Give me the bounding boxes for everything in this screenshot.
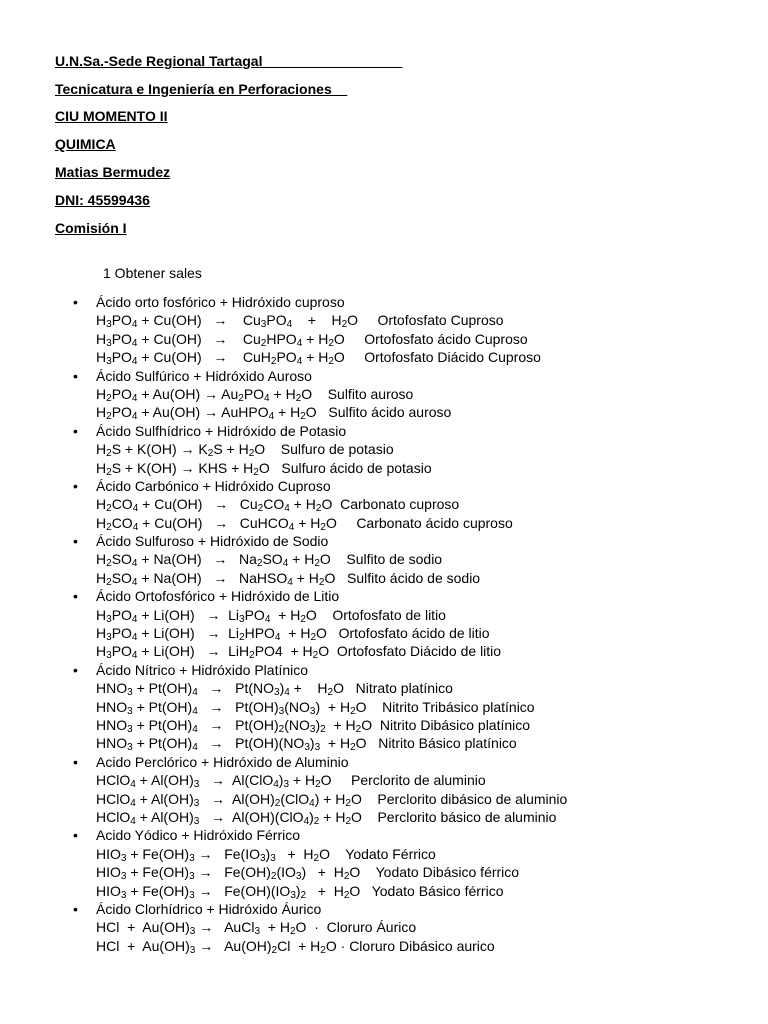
- equation-line: $H_2PO_4 + Au(OH)$ → AuHPO$_4$ + $H_2O$ Sulfito ácido auroso: [96, 404, 452, 423]
- bullet-icon: •: [73, 422, 78, 439]
- reaction-group-title: [0, 422, 768, 440]
- reaction-group-title: [0, 293, 768, 311]
- reaction-group: [0, 587, 768, 661]
- bullet-icon: •: [73, 294, 78, 310]
- reaction-group-title: [0, 753, 768, 771]
- bullet-icon: •: [73, 900, 78, 917]
- subject-heading: QUIMICA: [55, 136, 116, 152]
- reaction-group-title: [0, 367, 768, 385]
- reaction-group-title-text: Ácido Nítrico + Hidróxido Platínico: [96, 661, 309, 678]
- equation-line: $H_3PO_4 + Li(OH) \to LiH_2PO4 + H_2O$ Ortofosfato Diácido de litio: [96, 643, 502, 662]
- bullet-icon: •: [73, 477, 78, 494]
- reaction-group: [0, 532, 768, 587]
- reaction-group-title-text: Ácido Clorhídrico + Hidróxido Áurico: [96, 900, 322, 917]
- equation-line: HCl + $Au(OH)_3 \to Au(OH)_2Cl + H_2O$ · Cloruro Dibásico aurico: [96, 937, 495, 956]
- bullet-icon: •: [73, 588, 78, 605]
- reaction-group-title: [0, 587, 768, 605]
- equation-line: $H_2SO_4 + Na(OH) \to Na_2SO_4 + H_2O$ Sulfito de sodio: [96, 551, 443, 570]
- equation-line: $H_2CO_4 + Cu(OH)$ → CuHCO$_4$ + $H_2O$ Carbonato ácido cuproso: [96, 514, 513, 533]
- equation-line: $H_2S + K(OH) \to K_2S + H_2O$ Sulfuro de potasio: [96, 441, 394, 460]
- commission-label: Comisión I: [55, 220, 127, 236]
- equation-line: HClO$_4$ + $Al(OH)_3 \to Al(OH)(ClO_4)_2 + H_2O$ Perclorito básico de aluminio: [96, 808, 557, 827]
- equation-line: $H_3PO_4 + Cu(OH)$ → $CuH_2PO_4 + H_2O$ Ortofosfato Diácido Cuproso: [96, 349, 541, 368]
- reaction-list: [0, 293, 768, 955]
- equation-line: HClO$_4$ + $Al(OH)_3 \to Al(ClO_4)_3 + H_2O$ Perclorito de aluminio: [96, 772, 486, 791]
- reaction-group-title: [0, 900, 768, 918]
- equation-line: $H_3PO_4 + Li(OH) \to Li_2HPO_4 + H_2O$ Ortofosfato ácido de litio: [96, 625, 490, 644]
- reaction-group: [0, 367, 768, 422]
- reaction-group: [0, 826, 768, 900]
- reaction-group: [0, 753, 768, 827]
- equation-line: $H_3PO_4 + Li(OH) \to Li_3PO_4 + H_2O$ Ortofosfato de litio: [96, 606, 446, 625]
- reaction-group: [0, 900, 768, 955]
- course-heading: CIU MOMENTO II: [55, 108, 168, 124]
- equation-line: HClO$_4$ + $Al(OH)_3 \to Al(OH)_2(ClO_4) + H_2O$ Perclorito dibásico de aluminio: [96, 790, 568, 809]
- equation-line: $HIO_3 + Fe(OH)_3 \to Fe(OH)(IO_3)_2 + H_2O$ Yodato Básico férrico: [96, 882, 504, 901]
- bullet-icon: •: [73, 367, 78, 384]
- reaction-group-title-text: Ácido orto fosfórico + Hidróxido cuproso: [96, 294, 345, 310]
- reaction-group-title: [0, 661, 768, 679]
- reaction-group-title-text: Ácido Sulfhídrico + Hidróxido de Potasio: [96, 422, 347, 439]
- student-dni: DNI: 45599436: [55, 192, 150, 208]
- bullet-icon: •: [73, 753, 78, 770]
- institution-heading: U.N.Sa.-Sede Regional Tartagal: [55, 53, 403, 69]
- bullet-icon: •: [73, 661, 78, 678]
- equation-line: $H_2PO_4 + Au(OH) \to Au_2PO_4 + H_2O$ Sulfito auroso: [96, 385, 414, 404]
- bullet-icon: •: [73, 533, 78, 550]
- equation-line: $HIO_3 + Fe(OH)_3 \to Fe(IO_3)_3 + H_2O$ Yodato Férrico: [96, 845, 436, 864]
- reaction-group-title-text: Ácido Sulfuroso + Hidróxido de Sodio: [96, 533, 329, 550]
- reaction-group: [0, 661, 768, 753]
- section-title: 1 Obtener sales: [103, 265, 202, 281]
- reaction-group-title-text: Ácido Sulfúrico + Hidróxido Auroso: [96, 367, 312, 384]
- reaction-group-title-text: Acido Perclórico + Hidróxido de Aluminio: [96, 753, 349, 770]
- equation-line: $HNO_3 + Pt(OH)_4 \to Pt(OH)_3(NO_3) + H_2O$ Nitrito Tribásico platínico: [96, 698, 535, 717]
- equation-line: $HIO_3 + Fe(OH)_3 \to Fe(OH)_2(IO_3) + H_2O$ Yodato Dibásico férrico: [96, 864, 520, 883]
- reaction-group-title-text: Ácido Ortofosfórico + Hidróxido de Litio: [96, 588, 340, 605]
- equation-line: HCl + $Au(OH)_3$ → AuCl$_3$ + $H_2O$ · Cloruro Áurico: [96, 919, 417, 938]
- bullet-icon: •: [73, 827, 78, 844]
- equation-line: $HNO_3 + Pt(OH)_4 \to Pt(NO_3)_4$ + $H_2O$ Nitrato platínico: [96, 680, 453, 699]
- equation-line: $H_3PO_4 + Cu(OH)$ → $Cu_2HPO_4 + H_2O$ Ortofosfato ácido Cuproso: [96, 330, 528, 349]
- equation-line: $H_2S + K(OH)$ → KHS + $H_2O$ Sulfuro ácido de potasio: [96, 459, 432, 478]
- student-name: Matias Bermudez: [55, 164, 171, 180]
- reaction-group-title: [0, 532, 768, 550]
- reaction-group: [0, 477, 768, 532]
- reaction-group-title: [0, 826, 768, 844]
- reaction-group-title-text: Ácido Carbónico + Hidróxido Cuproso: [96, 477, 331, 494]
- reaction-group-title-text: Acido Yódico + Hidróxido Férrico: [96, 827, 301, 844]
- equation-line: $HNO_3 + Pt(OH)_4 \to Pt(OH)_2(NO_3)_2 + H_2O$ Nitrito Dibásico platínico: [96, 716, 531, 735]
- reaction-group-title: [0, 477, 768, 495]
- program-heading: Tecnicatura e Ingeniería en Perforaciones: [55, 81, 348, 97]
- equation-line: $H_2CO_4 + Cu(OH) \to Cu_2CO_4 + H_2O$ Carbonato cuproso: [96, 496, 460, 515]
- reaction-group: [0, 422, 768, 477]
- equation-line: $H_3PO_4 + Cu(OH)$ → $Cu_3PO_4$ + $H_2O$ Ortofosfato Cuproso: [96, 312, 504, 331]
- reaction-group: [0, 293, 768, 367]
- equation-line: $H_2SO_4 + Na(OH)$ → NaHSO$_4$ + $H_2O$ Sulfito ácido de sodio: [96, 569, 481, 588]
- equation-line: $HNO_3 + Pt(OH)_4 \to Pt(OH)(NO_3)_3 + H_2O$ Nitrito Básico platínico: [96, 735, 517, 754]
